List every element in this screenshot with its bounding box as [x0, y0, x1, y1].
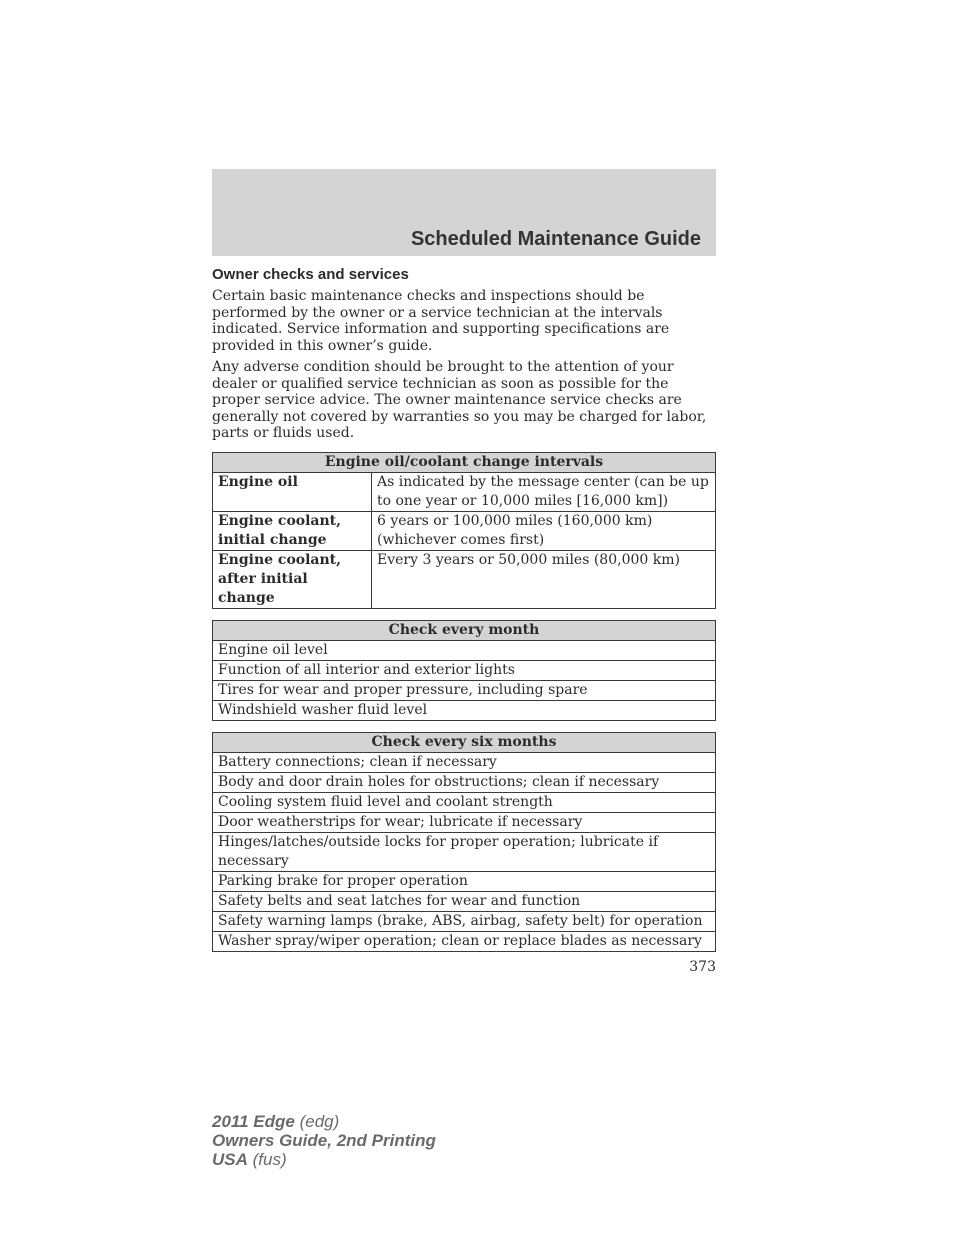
- table-header-row: [213, 732, 716, 752]
- monthly-check-item: Function of all interior and exterior lights: [213, 660, 716, 680]
- section-heading: Owner checks and services: [212, 266, 409, 283]
- main-content: [212, 266, 716, 952]
- table-row: [213, 660, 716, 680]
- adverse-condition-paragraph: Any adverse condition should be brought to the attention of your dealer or qualified service technician as soon as possible for the proper service advice. The owner maintenance service checks are generally not covered by warranties so you may be charged for labor, parts or fluids used.: [212, 359, 707, 441]
- table-row: [213, 931, 716, 951]
- footer-line-market: [212, 1150, 436, 1169]
- page-title: Scheduled Maintenance Guide: [410, 228, 701, 250]
- six-month-check-item: Body and door drain holes for obstructions; clean if necessary: [213, 772, 716, 792]
- interval-item: Engine oil: [213, 472, 372, 511]
- table-row: [213, 511, 716, 550]
- table-row: [213, 472, 716, 511]
- page-number: 373: [689, 959, 716, 975]
- footer-printing: Owners Guide, 2nd Printing: [212, 1131, 436, 1150]
- table-row: [213, 832, 716, 871]
- six-month-check-item: Parking brake for proper operation: [213, 871, 716, 891]
- footer-model-code: (edg): [299, 1112, 340, 1131]
- table-row: [213, 640, 716, 660]
- table-row: [213, 772, 716, 792]
- table-row: [213, 550, 716, 608]
- footer-line-model: [212, 1112, 436, 1131]
- monthly-check-item: Windshield washer fluid level: [213, 700, 716, 720]
- table-row: [213, 700, 716, 720]
- table-row: [213, 812, 716, 832]
- footer-model: 2011 Edge: [212, 1112, 295, 1131]
- monthly-check-item: Engine oil level: [213, 640, 716, 660]
- table-row: [213, 680, 716, 700]
- header-band: [212, 169, 716, 256]
- six-month-check-item: Door weatherstrips for wear; lubricate if necessary: [213, 812, 716, 832]
- interval-value: As indicated by the message center (can be up to one year or 10,000 miles [16,000 km]): [372, 472, 716, 511]
- six-month-check-item: Battery connections; clean if necessary: [213, 752, 716, 772]
- six-month-check-item: Washer spray/wiper operation; clean or replace blades as necessary: [213, 931, 716, 951]
- table-row: [213, 911, 716, 931]
- monthly-table-heading: Check every month: [213, 620, 716, 640]
- footer-market: USA: [212, 1150, 248, 1169]
- footer-market-code: (fus): [252, 1150, 287, 1169]
- six-month-check-item: Cooling system fluid level and coolant strength: [213, 792, 716, 812]
- six-month-check-item: Safety belts and seat latches for wear and function: [213, 891, 716, 911]
- six-month-table-heading: Check every six months: [213, 732, 716, 752]
- intervals-table: [212, 452, 716, 609]
- table-row: [213, 752, 716, 772]
- table-row: [213, 871, 716, 891]
- intervals-table-heading: Engine oil/coolant change intervals: [213, 452, 716, 472]
- six-month-check-item: Safety warning lamps (brake, ABS, airbag, safety belt) for operation: [213, 911, 716, 931]
- monthly-check-item: Tires for wear and proper pressure, including spare: [213, 680, 716, 700]
- table-header-row: [213, 620, 716, 640]
- six-month-checks-table: [212, 732, 716, 952]
- interval-value: Every 3 years or 50,000 miles (80,000 km): [372, 550, 716, 608]
- table-header-row: [213, 452, 716, 472]
- footer: [212, 1112, 436, 1169]
- intro-paragraph: Certain basic maintenance checks and inspections should be performed by the owner or a service technician at the intervals indicated. Service information and supporting specifications are provided in this owner’s guide.: [212, 288, 670, 354]
- interval-value: 6 years or 100,000 miles (160,000 km) (whichever comes first): [372, 511, 716, 550]
- interval-item: Engine coolant, after initial change: [213, 550, 372, 608]
- interval-item: Engine coolant, initial change: [213, 511, 372, 550]
- table-row: [213, 891, 716, 911]
- table-row: [213, 792, 716, 812]
- monthly-checks-table: [212, 620, 716, 721]
- six-month-check-item: Hinges/latches/outside locks for proper operation; lubricate if necessary: [213, 832, 716, 871]
